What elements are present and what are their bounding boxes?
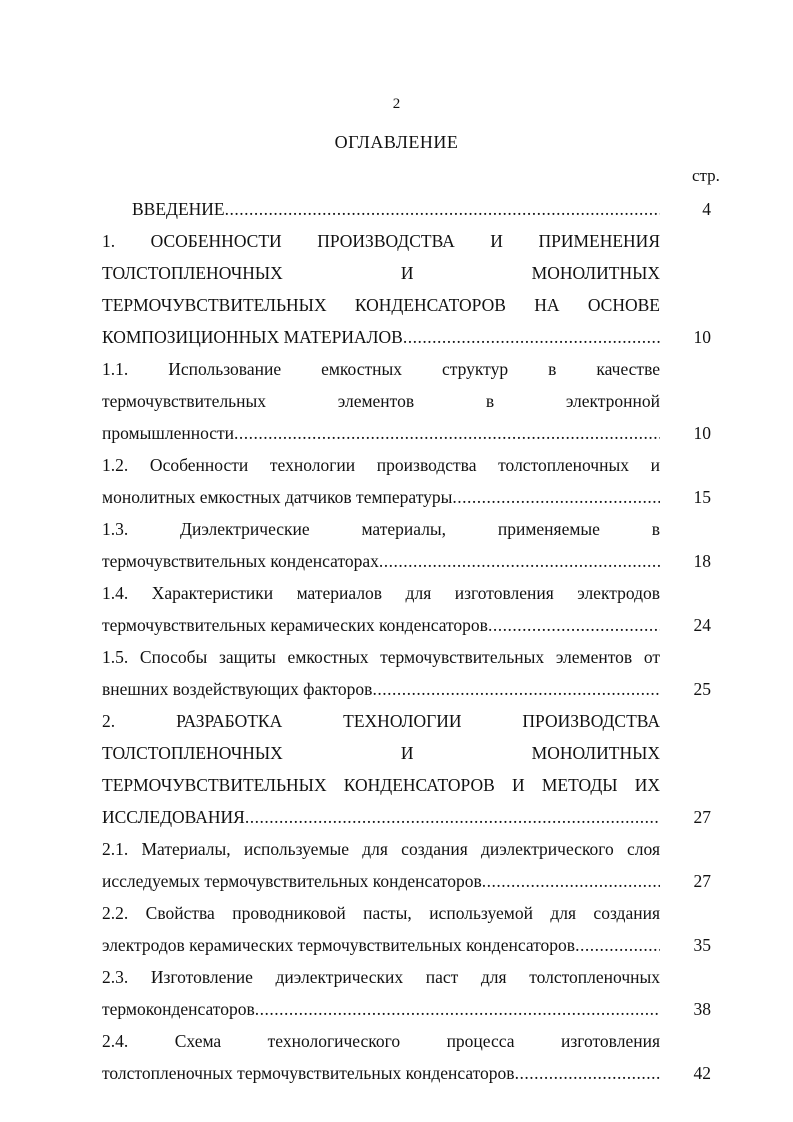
page-column-label: стр. <box>692 166 720 185</box>
toc-entry-page: 24 <box>693 615 711 635</box>
toc-entry-page: 35 <box>693 935 711 955</box>
toc-entry[interactable] <box>102 353 660 449</box>
page-number: 2 <box>392 96 401 112</box>
toc-entry-page: 10 <box>693 423 711 443</box>
toc-entry-text: 1.2. Особенности технологии производства толстопленочных и <box>102 455 660 475</box>
toc-title: ОГЛАВЛЕНИЕ <box>334 132 459 152</box>
toc-entry[interactable] <box>102 641 660 705</box>
toc-entry[interactable] <box>102 897 660 961</box>
toc-entry-text: КОМПОЗИЦИОННЫХ МАТЕРИАЛОВ <box>102 327 403 347</box>
toc-entry-page: 42 <box>693 1063 711 1083</box>
toc-entry-page: 38 <box>693 999 711 1019</box>
toc-entry-text: 2.1. Материалы, используемые для создания диэлектрического слоя <box>102 839 660 859</box>
toc-entry-page: 15 <box>693 487 711 507</box>
toc-entry-text: 2. РАЗРАБОТКА ТЕХНОЛОГИИ ПРОИЗВОДСТВА <box>102 711 660 731</box>
toc-entry-text: внешних воздействующих факторов <box>102 679 373 699</box>
toc-entry-text: термочувствительных керамических конденсаторов <box>102 615 488 635</box>
toc-entry-page: 27 <box>693 807 711 827</box>
toc-entry[interactable] <box>102 1025 660 1089</box>
toc-entry-text: промышленности <box>102 423 235 443</box>
toc-entry[interactable] <box>102 705 660 833</box>
toc-entry-text: ТЕРМОЧУВСТВИТЕЛЬНЫХ КОНДЕНСАТОРОВ НА ОСНОВЕ <box>102 295 660 315</box>
toc-entry-text: 1. ОСОБЕННОСТИ ПРОИЗВОДСТВА И ПРИМЕНЕНИЯ <box>102 231 660 251</box>
toc-entry-page: 4 <box>702 199 711 219</box>
toc-entry-text: ТОЛСТОПЛЕНОЧНЫХ И МОНОЛИТНЫХ <box>102 743 660 763</box>
toc-entry-text: термочувствительных конденсаторах <box>102 551 379 571</box>
toc-entry-text: 1.1. Использование емкостных структур в качестве <box>102 359 660 379</box>
toc-entry-page: 27 <box>693 871 711 891</box>
toc-entry-text: 1.5. Способы защиты емкостных термочувствительных элементов от <box>102 647 660 667</box>
toc-entry-text: ИССЛЕДОВАНИЯ <box>102 807 245 827</box>
toc-entry-text: ВВЕДЕНИЕ <box>132 199 225 219</box>
toc-entry-text: толстопленочных термочувствительных конденсаторов <box>102 1063 515 1083</box>
toc-entry[interactable] <box>102 577 660 641</box>
toc-entry-text: 2.2. Свойства проводниковой пасты, используемой для создания <box>102 903 660 923</box>
toc-entry-text: 2.3. Изготовление диэлектрических паст для толстопленочных <box>102 967 660 987</box>
toc-entry[interactable] <box>102 449 660 513</box>
toc-entry[interactable] <box>102 961 660 1025</box>
toc-entry-text: электродов керамических термочувствительных конденсаторов <box>102 935 576 955</box>
toc-entry[interactable] <box>132 193 660 225</box>
toc-entry-text: термоконденсаторов <box>102 999 255 1019</box>
toc-entry[interactable] <box>102 225 660 353</box>
toc-entry-text: термочувствительных элементов в электронной <box>102 391 660 411</box>
toc-entry-text: 2.4. Схема технологического процесса изготовления <box>102 1031 660 1051</box>
toc-entry-text: ТЕРМОЧУВСТВИТЕЛЬНЫХ КОНДЕНСАТОРОВ И МЕТОДЫ ИХ <box>102 775 660 795</box>
toc-entry-text: 1.3. Диэлектрические материалы, применяемые в <box>102 519 660 539</box>
toc-entry-text: ТОЛСТОПЛЕНОЧНЫХ И МОНОЛИТНЫХ <box>102 263 660 283</box>
toc-entry[interactable] <box>102 513 660 577</box>
toc-entry-page: 10 <box>693 327 711 347</box>
toc-entry-page: 25 <box>693 679 711 699</box>
toc-entry-text: монолитных емкостных датчиков температуры <box>102 487 453 507</box>
toc-entry-page: 18 <box>693 551 711 571</box>
toc-entry[interactable] <box>102 833 660 897</box>
toc-entry-text: 1.4. Характеристики материалов для изготовления электродов <box>102 583 660 603</box>
toc-entry-text: исследуемых термочувствительных конденсаторов <box>102 871 482 891</box>
